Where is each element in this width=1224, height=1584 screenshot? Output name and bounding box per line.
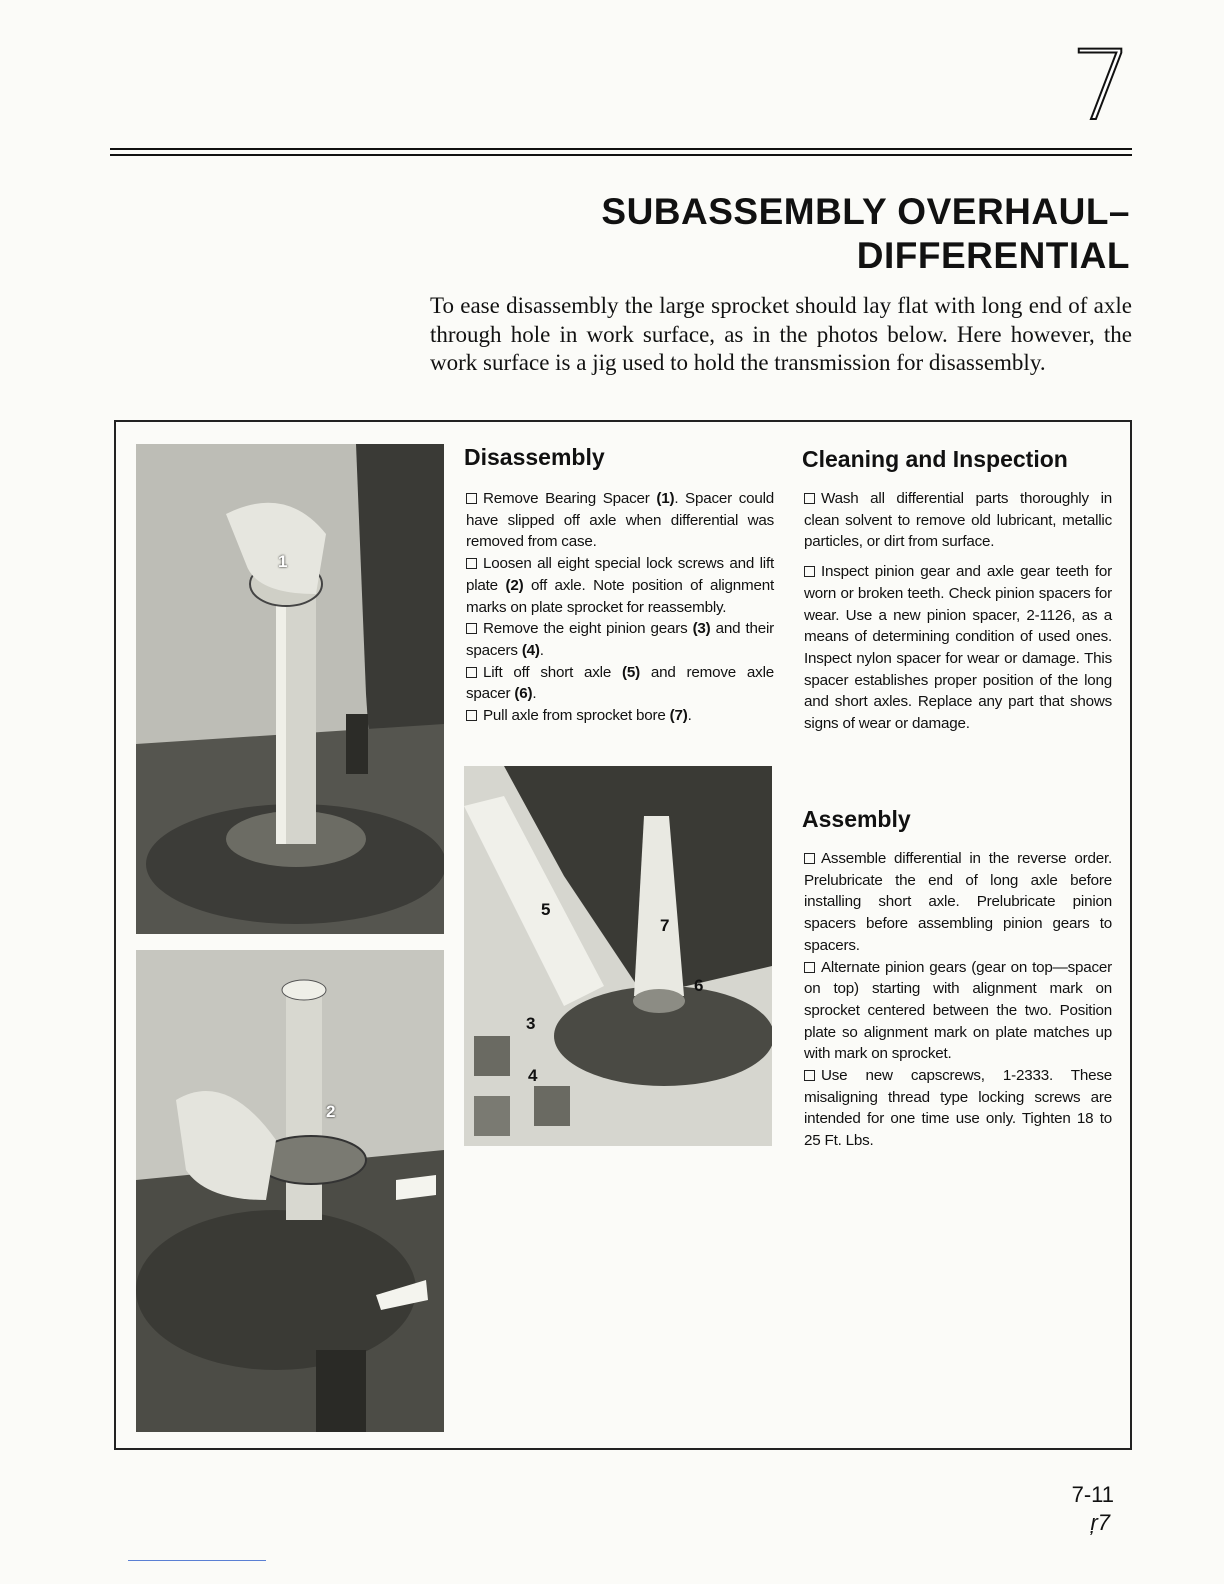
photo-label-4: 4 (528, 1066, 538, 1085)
disassembly-step-2: Loosen all eight special lock screws and lift plate (2) off axle. Note position of alignment marks on plate sprocket for reassembly. (466, 555, 775, 616)
assembly-step-3: Use new capscrews, 1-2333. These misaligning thread type locking screws are intended for one time use only. Tighten 18 to 25 Ft. Lbs. (804, 1067, 1112, 1150)
photo-lift-plate (136, 950, 444, 1432)
page-number: 7-11 (1071, 1482, 1114, 1507)
assembly-heading: Assembly (802, 806, 911, 832)
photo-pinion-gears (464, 766, 772, 1146)
checkbox-icon (804, 493, 815, 504)
title-line-2: DIFFERENTIAL (856, 235, 1130, 276)
assembly-list (804, 848, 1112, 1152)
content-box (114, 420, 1132, 1450)
cleaning-step-2: Inspect pinion gear and axle gear teeth for worn or broken teeth. Check pinion spacers for wear. Use a new pinion spacer, 2-1126, as a means of determining condition of used ones. Inspect nylon spacer for wear or damage. This spacer establishes proper position of the long and short axles. Replace any part that shows signs of wear or damage. (804, 563, 1112, 733)
assembly-step-2: Alternate pinion gears (gear on top—spacer on top) starting with alignment mark on sprocket centered between the two. Position plate so alignment mark on plate matches up with mark on sprocket. (804, 958, 1112, 1063)
checkbox-icon (804, 1070, 815, 1081)
footer-line (128, 1560, 266, 1561)
checkbox-icon (466, 558, 477, 569)
cleaning-heading: Cleaning and Inspection (802, 446, 1068, 472)
checkbox-icon (466, 623, 477, 634)
disassembly-step-1: Remove Bearing Spacer (1). Spacer could have slipped off axle when differential was removed from case. (466, 490, 774, 551)
disassembly-heading: Disassembly (464, 444, 605, 470)
checkbox-icon (804, 962, 815, 973)
cleaning-list (804, 488, 1112, 735)
photo-label-1: 1 (278, 552, 288, 571)
intro-paragraph: To ease disassembly the large sprocket should lay flat with long end of axle through hole in work surface, as in the photos below. Here however, the work surface is a jig used to hold the transmission for disassembly. (430, 293, 1132, 375)
handwritten-mark: ŗ7 (1090, 1510, 1110, 1535)
page-title (601, 190, 1130, 278)
photo-bearing-spacer (136, 444, 444, 934)
checkbox-icon (804, 853, 815, 864)
photo-label-3: 3 (526, 1014, 536, 1033)
assembly-step-1: Assemble differential in the reverse order. Prelubricate the end of long axle before installing short axle. Prelubricate pinion spacers before assembling pinion gears to spacers. (804, 850, 1112, 954)
disassembly-step-4: Lift off short axle (5) and remove axle spacer (6). (466, 663, 774, 703)
header-rule-top (110, 148, 1132, 150)
photo-label-2: 2 (326, 1102, 336, 1121)
photo-label-6: 6 (694, 976, 704, 995)
checkbox-icon (466, 710, 477, 721)
disassembly-step-3: Remove the eight pinion gears (3) and their spacers (4). (466, 620, 774, 659)
chapter-number: 7 (1070, 30, 1132, 142)
disassembly-list (466, 488, 774, 727)
header-rule-bottom (110, 154, 1132, 156)
cleaning-step-1: Wash all differential parts thoroughly in clean solvent to remove old lubricant, metallic particles, or dirt from surface. (804, 490, 1112, 551)
photo-label-7: 7 (660, 916, 670, 935)
photo-label-5: 5 (541, 900, 551, 919)
checkbox-icon (466, 493, 477, 504)
checkbox-icon (804, 566, 815, 577)
disassembly-step-5: Pull axle from sprocket bore (7). (466, 705, 774, 727)
checkbox-icon (466, 667, 477, 678)
title-line-1: SUBASSEMBLY OVERHAUL– (601, 191, 1130, 232)
